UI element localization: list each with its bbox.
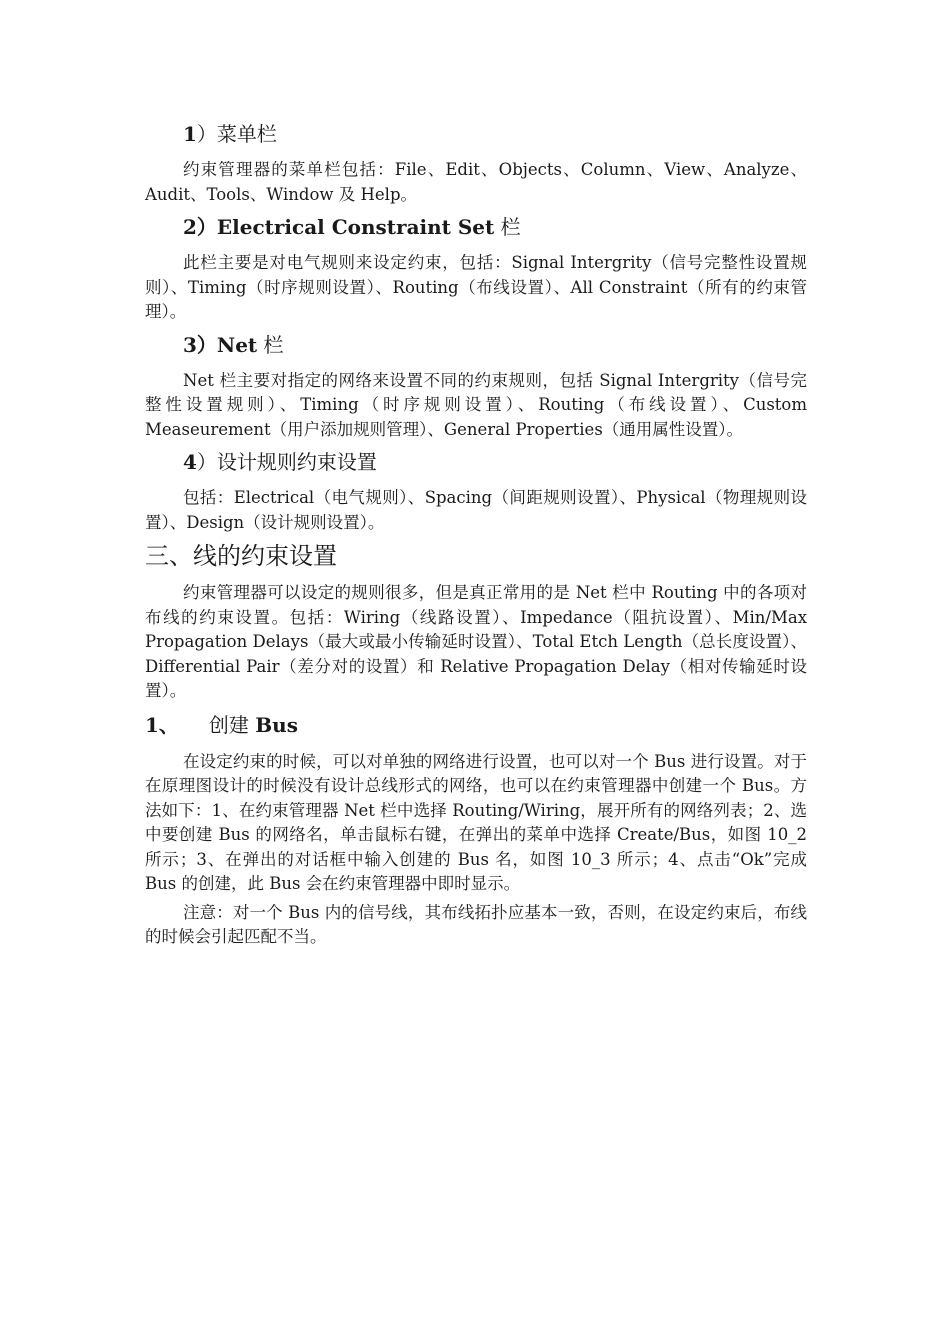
section-heading-line-constraints: 三、线的约束设置 (145, 542, 337, 570)
heading-electrical-constraint-set: 2）Electrical Constraint Set 栏 (183, 215, 521, 239)
heading-create-bus: 1、 创建 Bus (145, 712, 298, 737)
heading-design-rules: 4）设计规则约束设置 (183, 450, 377, 474)
heading-net: 3）Net 栏 (183, 332, 284, 357)
paragraph-menu-bar: 约束管理器的菜单栏包括：File、Edit、Objects、Column、View、Analyze、Audit、Tools、Window 及 Help。 (145, 160, 807, 204)
paragraph-electrical-constraint-set: 此栏主要是对电气规则来设定约束，包括：Signal Intergrity（信号完整性设置规则）、Timing（时序规则设置）、Routing（布线设置）、All Constraint（所有的约束管理）。 (145, 253, 807, 321)
paragraph-note: 注意：对一个 Bus 内的信号线，其布线拓扑应基本一致，否则，在设定约束后，布线的时候会引起匹配不当。 (145, 902, 807, 946)
paragraph-design-rules: 包括：Electrical（电气规则）、Spacing（间距规则设置）、Physical（物理规则设置）、Design（设计规则设置）。 (145, 488, 807, 532)
paragraph-create-bus: 在设定约束的时候，可以对单独的网络进行设置，也可以对一个 Bus 进行设置。对于在原理图设计的时候没有设计总线形式的网络，也可以在约束管理器中创建一个 Bus。方法如下：1、在约束管理器 Net 栏中选择 Routing/Wiring，展开所有的网络列表；2、选中要创建 Bus 的网络名，单击鼠标右键，在弹出的菜单中选择 Create/Bus，如图 10_2 所示；3、在弹出的对话框中输入创建的 Bus 名，如图 10_3 所示；4、点击“Ok”完成 Bus 的创建，此 Bus 会在约束管理器中即时显示。 (145, 751, 807, 893)
heading-menu-bar: 1）菜单栏 (183, 122, 277, 146)
paragraph-line-constraints: 约束管理器可以设定的规则很多，但是真正常用的是 Net 栏中 Routing 中的各项对布线的约束设置。包括：Wiring（线路设置）、Impedance（阻抗设置）、Min/Max Propagation Delays（最大或最小传输延时设置）、Total Etch Length（总长度设置）、Differential Pair（差分对的设置）和 Relative Propagation Delay（相对传输延时设置）。 (145, 583, 807, 700)
document-page (145, 118, 807, 954)
paragraph-net: Net 栏主要对指定的网络来设置不同的约束规则，包括 Signal Intergrity（信号完整性设置规则）、Timing（时序规则设置）、Routing（布线设置）、Custom Measeurement（用户添加规则管理）、General Properties（通用属性设置）。 (145, 370, 807, 439)
